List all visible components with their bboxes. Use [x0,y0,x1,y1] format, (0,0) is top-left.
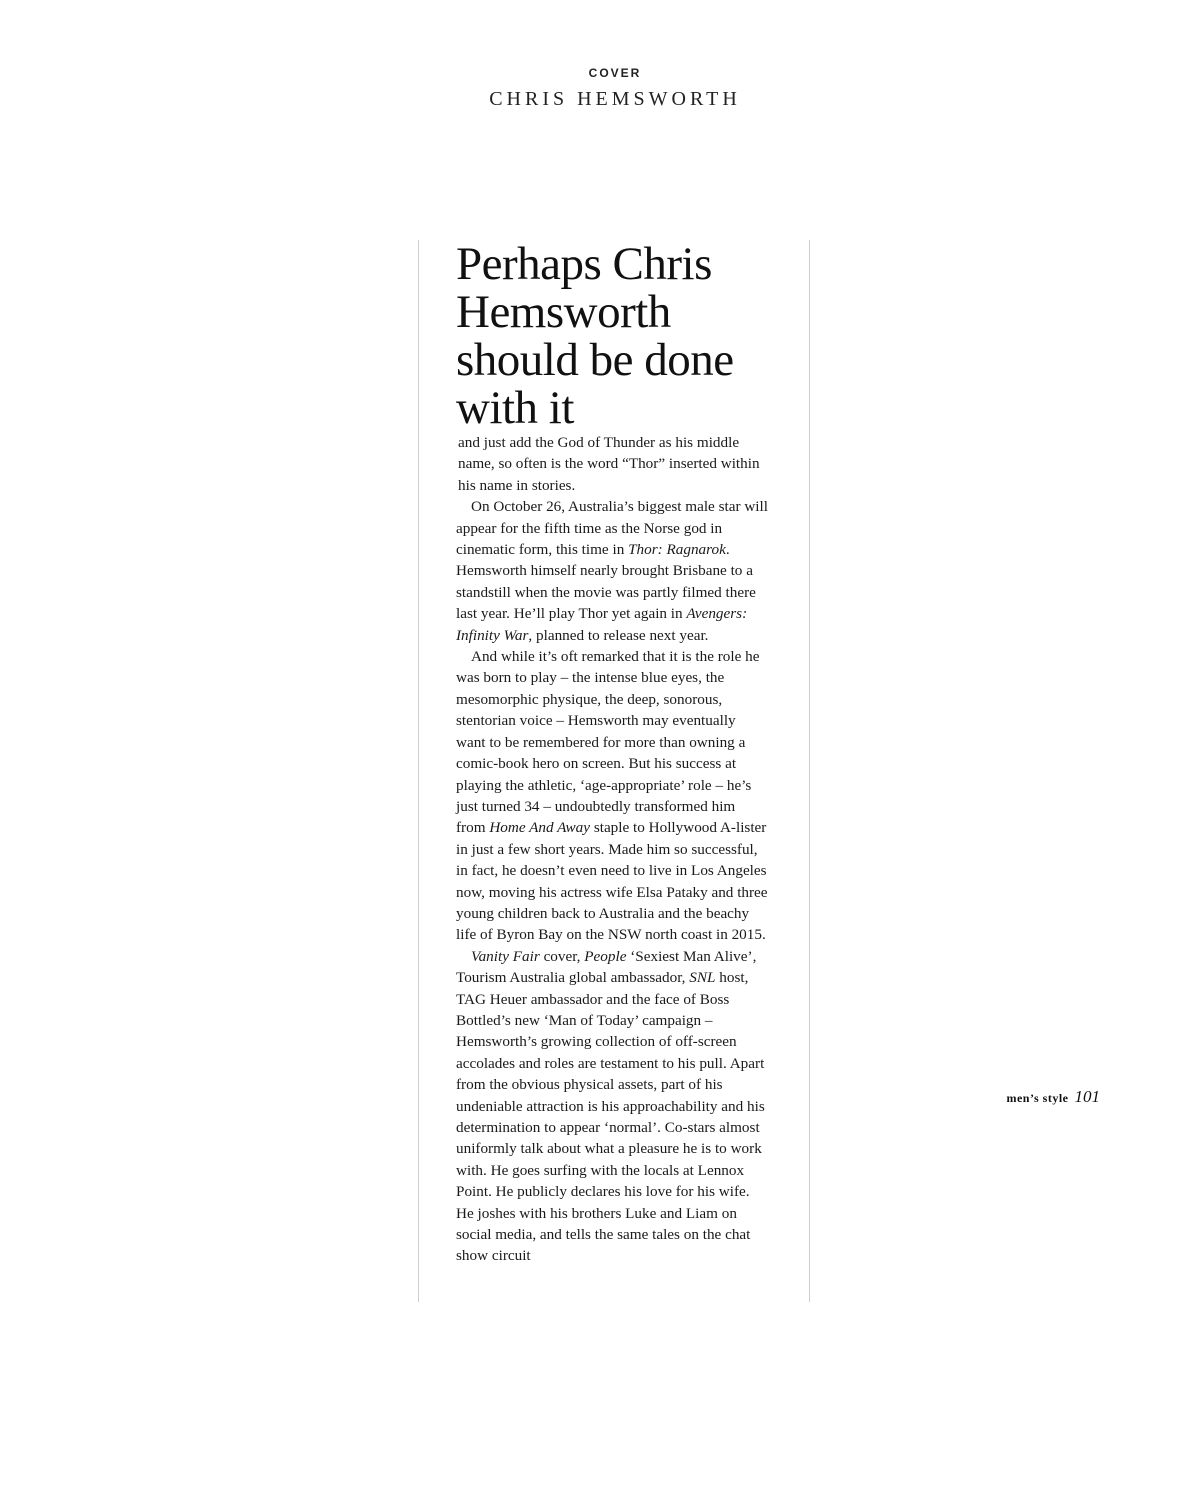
italic-title: Vanity Fair [471,947,540,965]
section-subject: CHRIS HEMSWORTH [489,88,741,110]
right-column-rule [809,240,810,1302]
section-label: COVER [588,66,642,80]
italic-title: SNL [689,969,716,987]
text-run: ‘Sexiest Man Alive’, Tourism Australia global ambassador, [456,947,757,987]
article-column [456,240,768,1267]
headline: Perhaps Chris Hemsworth should be done with it [456,238,734,434]
article-paragraph [456,646,768,946]
text-run: And while it’s oft remarked that it is the role he was born to play – the intense blue eyes, the mesomorphic physique, the deep, sonorous, stentorian voice – Hemsworth may eventually want to be remembered for more than owning a comic-book hero on screen. But his success at playing the athletic, ‘age-appropriate’ role – he’s just turned 34 – undoubtedly transformed him from [456,648,760,837]
article-body [456,432,768,1267]
article-paragraph [456,432,768,496]
article-paragraph [456,946,768,1267]
italic-title: Avengers: Infinity War [456,605,748,644]
left-column-rule [418,240,419,1302]
italic-title: People [584,947,627,965]
text-run: and just add the God of Thunder as his middle name, so often is the word “Thor” inserted within his name in stories. [458,434,760,494]
italic-title: Home And Away [489,819,591,837]
article-paragraph [456,496,768,646]
text-run: , planned to release next year. [528,626,709,644]
italic-title: Thor: Ragnarok [628,541,726,559]
text-run: cover, [539,947,585,965]
text-run: staple to Hollywood A-lister in just a few short years. Made him so successful, in fact, he doesn’t even need to live in Los Angeles now, moving his actress wife Elsa Pataky and three young children back to Australia and the beachy life of Byron Bay on the NSW north coast in 2015. [456,819,768,944]
page-footer [1006,1087,1100,1107]
publication-name: men’s style [1006,1091,1069,1105]
text-run: host, TAG Heuer ambassador and the face of Boss Bottled’s new ‘Man of Today’ campaign – Hemsworth’s growing collection of off-screen accolades and roles are testament to his pull. Apart from the obvious physical assets, part of his undeniable attraction is his approachability and his determination to appear ‘normal’. Co-stars almost uniformly talk about what a pleasure he is to work with. He goes surfing with the locals at Lennox Point. He publicly declares his love for his wife. He joshes with his brothers Luke and Liam on social media, and tells the same tales on the chat show circuit [456,969,765,1265]
text-run: . Hemsworth himself nearly brought Brisbane to a standstill when the movie was partly filmed there last year. He’ll play Thor yet again in [456,541,756,623]
page-number: 101 [1074,1087,1100,1106]
text-run: On October 26, Australia’s biggest male star will appear for the fifth time as the Norse god in cinematic form, this time in [456,498,768,559]
